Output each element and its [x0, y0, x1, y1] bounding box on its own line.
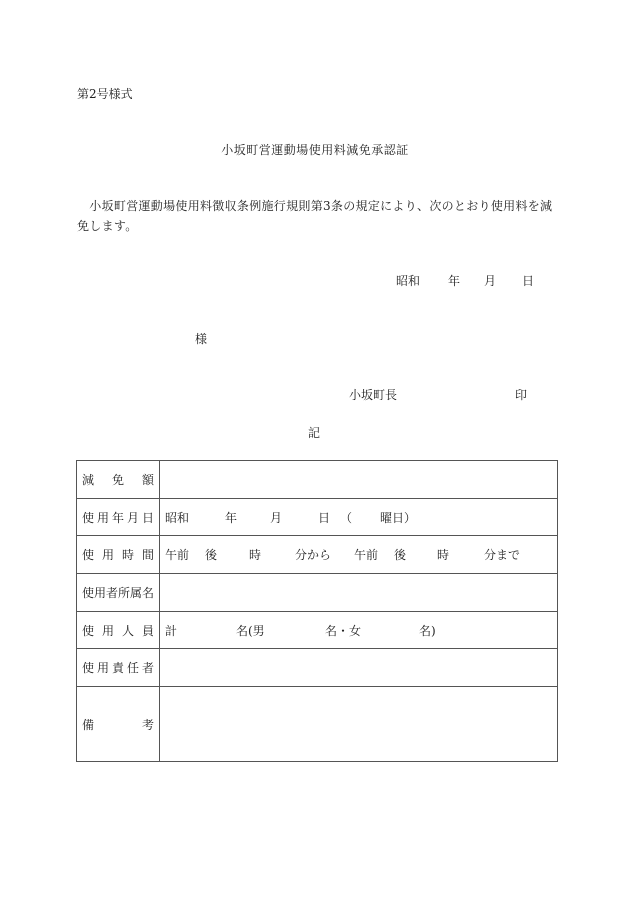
label-char: 用	[96, 510, 109, 525]
cell-text: 計	[165, 623, 178, 638]
label-char: 年	[111, 510, 124, 525]
label-char: 月	[126, 510, 139, 525]
row-label	[77, 498, 160, 536]
row-label	[77, 687, 160, 762]
label-char: 使	[82, 510, 95, 525]
cell-text: 時	[249, 548, 262, 563]
label-char: 用	[101, 548, 114, 563]
body-text: 小坂町営運動場使用料徴収条例施行規則第3条の規定により、次のとおり使用料を減免します。	[77, 199, 553, 233]
responsible-person-field[interactable]	[160, 649, 558, 687]
cell-text: 後	[205, 548, 218, 563]
remarks-field[interactable]	[160, 687, 558, 762]
cell-text: 名)	[419, 623, 436, 638]
issue-date	[396, 272, 534, 289]
row-label	[77, 611, 160, 649]
date-month: 月	[484, 274, 497, 288]
table-row-user-affiliation	[77, 574, 558, 612]
row-label	[77, 649, 160, 687]
label-char: 額	[141, 472, 154, 487]
document-title: 小坂町営運動場使用料減免承認証	[221, 143, 409, 157]
cell-text: 名・女	[325, 623, 362, 638]
cell-text: 午前	[165, 548, 190, 563]
label-char: 免	[111, 472, 124, 487]
label-char: 時	[121, 548, 134, 563]
cell-text: 月	[270, 510, 283, 525]
cell-text: 日	[318, 510, 331, 525]
label-char: 用	[96, 661, 109, 676]
cell-text: 分まで	[484, 548, 521, 563]
number-of-users-field[interactable]	[160, 611, 558, 649]
label-char: 使	[82, 548, 95, 563]
label-char: 員	[141, 623, 154, 638]
table-row-usage-time	[77, 536, 558, 574]
label-char: 任	[126, 661, 139, 676]
usage-time-field[interactable]	[160, 536, 558, 574]
form-number: 第2号様式	[77, 87, 133, 101]
user-affiliation-field[interactable]	[160, 574, 558, 612]
cell-text: 後	[394, 548, 407, 563]
addressee-suffix: 様	[195, 332, 208, 346]
table-row-exemption-amount	[77, 461, 558, 499]
label-char: 日	[141, 510, 154, 525]
cell-text: 時	[437, 548, 450, 563]
exemption-amount-field[interactable]	[160, 461, 558, 499]
row-label	[77, 536, 160, 574]
label-char: 用	[101, 623, 114, 638]
cell-text: 午前	[354, 548, 379, 563]
label-char: 人	[121, 623, 134, 638]
table-row-number-of-users	[77, 611, 558, 649]
cell-text: （	[340, 510, 353, 525]
cell-text: 昭和	[165, 510, 190, 525]
issuer: 小坂町長	[349, 388, 398, 402]
cell-text: 年	[225, 510, 238, 525]
table-row-usage-date	[77, 498, 558, 536]
seal-mark: 印	[515, 388, 528, 402]
label-char: 考	[141, 717, 154, 732]
label-char: 減	[82, 472, 95, 487]
details-table	[76, 460, 558, 762]
label-char: 者	[141, 661, 154, 676]
table-row-responsible-person	[77, 649, 558, 687]
cell-text: 分から	[295, 548, 332, 563]
label-char: 使	[82, 623, 95, 638]
date-day: 日	[522, 274, 535, 288]
label-char: 責	[111, 661, 124, 676]
label-char: 間	[141, 548, 154, 563]
row-label: 使用者所属名	[77, 574, 160, 612]
label-char: 備	[82, 717, 95, 732]
date-era: 昭和	[396, 274, 421, 288]
usage-date-field[interactable]	[160, 498, 558, 536]
cell-text: 曜日）	[380, 510, 417, 525]
row-label	[77, 461, 160, 499]
label-char: 使	[82, 661, 95, 676]
table-row-remarks	[77, 687, 558, 762]
date-year: 年	[448, 274, 461, 288]
cell-text: 名(男	[236, 623, 265, 638]
ki-heading: 記	[308, 426, 321, 440]
